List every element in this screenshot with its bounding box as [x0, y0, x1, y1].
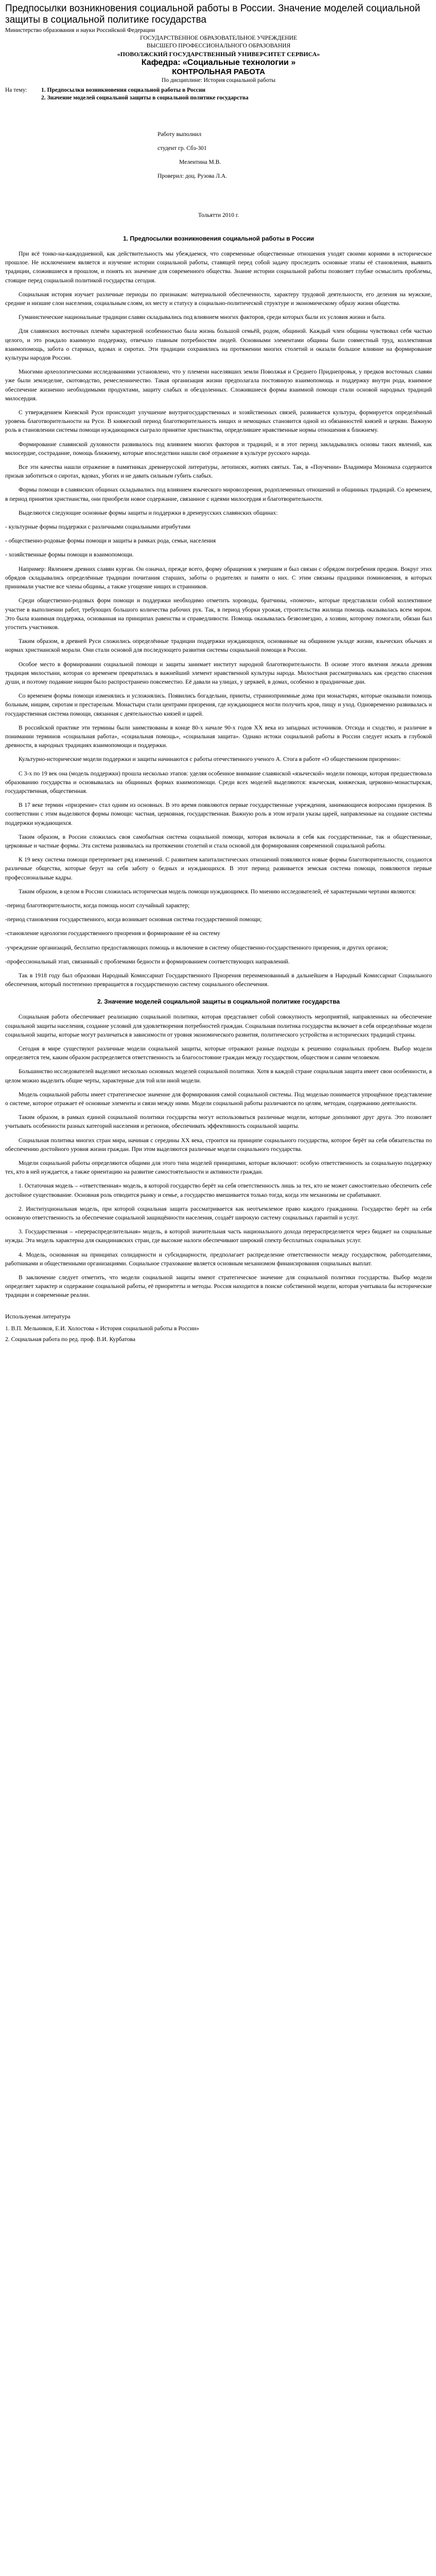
paragraph: Формирование славянской духовности развивалось под влиянием многих факторов и традиций, и в этот период закладывались основы таких явлений, как милосердие, сострадание, помощь ближнему, которые впоследствии нашли своё отражение в культуре русского народа. [5, 440, 432, 456]
paragraph: Гуманистические национальные традиции славян складывались под влиянием многих факторов, среди которых были их условия жизни и быта. [19, 314, 386, 321]
paragraph: С утверждением Киевской Руси происходит улучшение внутригосударственных и хозяйственных связей, развивается культура, формируется определённый уровень благотворительности на Руси. В княжеский период благотворительность нищих и немощных становится одной из обязанностей князей и церкви. Важную роль в становлении системы помощи нуждающимся сыграло принятие христианства, определившее нравственные нормы отношения к ближнему. [5, 409, 432, 434]
student-name: Мелентина М.В. [179, 159, 221, 165]
paragraph: 4. Модель, основанная на принципах солидарности и субсидиарности, предполагает распределение ответственности между государством, работодателями, работниками и общественными организациями. Социальное страхование является основным механизмом финансирования социальных выплат. [5, 1251, 432, 1267]
paragraph: Выделяются следующие основные формы защиты и поддержки в дренерусских славянских общинах: [19, 509, 278, 516]
literature-section [5, 1313, 432, 1344]
paragraph: Таким образом, в России сложилась своя самобытная система социальной помощи, которая включала в себя как государственные, так и общественные, церковные и частные формы. Эта система развивалась на протяжении столетий и стала основой для формирования современной социальной работы. [5, 833, 432, 849]
department-name: Кафедра: «Социальные технологии » [141, 58, 296, 67]
topic-1: 1. Предпосылки возникновения социальной работы в России [41, 87, 206, 93]
list-item: - культурные формы поддержки с различными социальными атрибутами [5, 523, 190, 531]
paragraph: Большинство исследователей выделяют несколько основных моделей социальной политики. Хотя в каждой стране социальная защита имеет свои особенности, в целом можно выделить общие черты, характерные для той или иной модели. [5, 1068, 432, 1084]
paragraph: Со временем формы помощи изменялись и усложнялись. Появились богадельни, приюты, странноприимные дома при монастырях, которые оказывали помощь больным, нищим, сиротам и престарелым. Монастыри стали центрами призрения, где нуждающиеся могли получить кров, пищу и уход. Одновременно развивалась и государственная система помощи, связанная с деятельностью князей и царей. [5, 692, 432, 717]
topic-row-2 [5, 94, 432, 102]
section-1-heading: 1. Предпосылки возникновения социальной работы в России [123, 235, 314, 242]
work-type-title: КОНТРОЛЬНАЯ РАБОТА [172, 67, 265, 76]
paragraph: Модели социальной работы определяются общими для этого типа моделей принципами, которые включают: особую ответственность за социальную поддержку тех, кто в ней нуждается, а также ориентацию на развитие самостоятельности и активности граждан. [5, 1160, 432, 1176]
paragraph: Модель социальной работы имеет стратегическое значение для формирования самой социальной системы. Под моделью понимается упрощённое представление о системе, которое отражает её основные элементы и связи между ними. Модели социальной работы различаются по целям, методам, содержанию деятельности. [5, 1091, 432, 1107]
paragraph: Среди общественно-родовых форм помощи и поддержки необходимо отметить хороводы, братчины, «помочи», которые представляли собой коллективное участие в выполнении работ, требующих большого количества рабочих рук. Так, в период уборки урожая, строительства жилища помощь оказывалась всем миром. Это была взаимная поддержка, основанная на принципах равенства и справедливости. Помощь оказывалась безвозмездно, а хозяин, которому помогали, обязан был угостить участников. [5, 597, 432, 631]
page-title: Предпосылки возникновения социальной работы в России. Значение моделей социальной защиты в социальной политике государства [5, 3, 421, 25]
paragraph: 2. Институциональная модель, при которой социальная защита рассматривается как неотъемлемое право каждого гражданина. Государство берёт на себя основную ответственность за обеспечение социальной защищённости населения, создаёт широкую систему социальных гарантий и услуг. [5, 1205, 432, 1222]
paragraph: Многими археологическими исследованиями установлено, что у племени населявших земли Поволжья и Среднего Приднепровья, у предков восточных славян уже были земледелие, скотоводство, ремесленничество. Такая организация жизни предполагала постоянную взаимопомощь и поддержку внутри рода, взаимное обеспечение жизненно необходимыми продуктами, защиту слабых и обездоленных. Сложившиеся формы взаимной помощи стали основой народных традиций милосердия. [5, 368, 432, 402]
literature-item: 2. Социальная работа по ред. проф. В.И. Курбатова [5, 1335, 135, 1343]
paragraph: К 19 веку система помощи претерпевает ряд изменений. С развитием капиталистических отношений появляются новые формы благотворительности, создаются различные общества, которые берут на себя заботу о бедных и нуждающихся. В этот период развивается земская система помощи, появляются первые профессиональные кадры. [5, 856, 432, 881]
topic-block [5, 87, 432, 102]
checked-by: Проверил: доц. Рузова Л.А. [158, 173, 227, 179]
paragraph: 1. Остаточная модель – «ответственная» модель, в которой государство берёт на себя ответственность лишь за тех, кто не может самостоятельно обеспечить себе достойное существование. Основная роль отводится рынку и семье, а государство вмешивается только тогда, когда эти механизмы не срабатывают. [5, 1182, 432, 1198]
paragraph: Социальная политика многих стран мира, начиная с середины XX века, строится на принципе социального государства, которое берёт на себя обязательства по обеспечению достойного уровня жизни граждан. При этом выделяются различные модели социального государства. [5, 1137, 432, 1153]
literature-item: 1. В.П. Мельников, Е.И. Холостова « История социальной работы в России» [5, 1325, 200, 1332]
paragraph: С 3-х по 19 век она (модель поддержки) прошла несколько этапов: уделяя особенное внимание славянской «языческой» модели помощи, которая предшествовала образованию государства и основывалась на общинных формах взаимопомощи. Среди всех моделей выделяются: языческая, княжеская, церковно-монастырская, государственная, общественная. [5, 770, 432, 794]
list-item: -профессиональный этап, связанный с проблемами бедности и формированием соответствующих направлений. [5, 958, 290, 965]
section-2 [5, 998, 432, 1299]
list-item: -период становления государственного, когда возникает основная система государственной помощи; [5, 916, 262, 923]
education-level-line: ВЫСШЕГО ПРОФЕССИОНАЛЬНОГО ОБРАЗОВАНИЯ [146, 43, 291, 49]
paragraph: Социальная история изучает различные периоды по признакам: материальной обеспеченности, характеру трудовой деятельности, его деления на мужские, средние и низшие слои населения, социальным слоям, их месту и статусу в социально-политической структуре и экономическому образу жизни общества. [5, 291, 432, 307]
paragraph: При всё тонко-на-каждодневной, как действительность мы убеждаемся, что современные общественные отношения уходят своими корнями в историческое прошлое. Не исключением является и изучение истории социальной работы, ставящей перед собой задачу проследить основные этапы её становления, выявить традиции, сложившиеся в прошлом, и понять их значение для современного общества. Знание истории социальной работы позволяет глубже осмыслить проблемы, стоящие перед социальной политикой государства сегодня. [5, 250, 432, 284]
done-by: Работу выполнил [158, 131, 202, 138]
paragraph: Все эти качества нашли отражение в памятниках древнерусской литературы, летописях, житиях святых. Так, в «Поучении» Владимира Мономаха содержится призыв заботиться о сиротах, вдовах, убогих и не давать сильным губить слабых. [5, 464, 432, 480]
discipline-line: По дисциплине: История социальной работы [161, 77, 276, 83]
paragraph: Сегодня в мире существуют различные модели социальной защиты, которые отражают разные подходы к решению социальных проблем. Выбор модели определяется тем, каким образом распределяется ответственность за благосостояние граждан между государством, обществом и самим человеком. [5, 1045, 432, 1061]
ministry-line: Министерство образования и науки Российской Федерации [5, 27, 155, 33]
list-item: - общественно-родовые формы помощи и защиты в рамках рода, семьи, населения [5, 537, 216, 545]
paragraph: В 17 веке термин «призрение» стал одним из основных. В это время появляются первые государственные учреждения, занимающиеся вопросами призрения. В соответствии с этим выделяются формы помощи: частная, церковная, государственная. Важную роль в этом играли указы царей, направленные на создание системы поддержки нуждающихся. [5, 802, 432, 826]
student-group: студент гр. Сбз-301 [158, 145, 207, 151]
paragraph: Таким образом, в древней Руси сложились определённые традиции поддержки нуждающихся, основанные на общинном укладе жизни, языческих обычаях и нормах христианской морали. Они стали основой для последующего развития системы социальной помощи в России. [5, 638, 432, 654]
literature-title: Используемая литература [5, 1313, 71, 1320]
paragraph: Формы помощи в славянских общинах складывались под влиянием языческого мировоззрения, родоплеменных отношений и общинных традиций. Со временем, в период принятия христианства, они приобрели новое содержание, связанное с идеями милосердия и благотворительности. [5, 486, 432, 502]
paragraph: Так в 1918 году был образован Народный Комиссариат Государственного Призрения переименованный в дальнейшем в Народный Комиссариат Социального обеспечения, который постепенно превращается в государственную систему социального обеспечения. [5, 972, 432, 988]
section-1 [5, 235, 432, 989]
paragraph: Таким образом, в рамках единой социальной политики государства могут использоваться различные модели, которые дополняют друг друга. Это позволяет учитывать особенности разных категорий населения и регионов, обеспечивать эффективность социальной защиты. [5, 1114, 432, 1130]
section-2-heading: 2. Значение моделей социальной защиты в социальной политике государства [97, 998, 340, 1006]
list-item: -становление идеологии государственного призрения и формирование её на систему [5, 930, 220, 937]
paragraph: Например: Явлением древних славян курган. Он означал, прежде всего, форму обращения к умершим и был связан с обрядом погребения предков. Вокруг этих обрядов складывались определённые традиции почитания старших, заботы о родителях и памяти о них. С этим связаны праздники поминовения, в которых принимали участие все члены общины, а также угощение нищих и странников. [5, 565, 432, 590]
university-name: «ПОВОЛЖСКИЙ ГОСУДАРСТВЕННЫЙ УНИВЕРСИТЕТ СЕРВИСА» [117, 50, 320, 58]
topic-2: 2. Значение моделей социальной защиты в социальной политике государства [41, 95, 249, 101]
paragraph: В российской практике эти термины были заимствованы в конце 80-х начале 90-х годов XX века из западных источников. Отсюда и сходство, и различие в понимании терминов «социальная работа», «социальная помощь», «социальная защита». Однако истоки социальной работы в России следует искать в глубокой древности, в народных традициях взаимопомощи и поддержки. [5, 724, 432, 749]
paragraph: Для славянских восточных племён характерной особенностью была жизнь большой семьёй, родом, общиной. Каждый член общины чувствовал себя частью целого, и это рождало взаимную поддержку, отвечало главным потребностям людей. Основными элементами общины были совместный труд, коллективная взаимопомощь, забота о стариках, вдовах и сиротах. Эти традиции сохранялись на протяжении многих столетий и оказали большое влияние на формирование культуры народов России. [5, 328, 432, 362]
paragraph: Культурно-исторические модели поддержки и защиты начинаются с работы отечественного ученого А. Стога в работе «О общественном призрении»: [19, 756, 401, 763]
topic-label: На тему: [5, 87, 27, 93]
signature-block [158, 130, 432, 181]
topic-row-1 [5, 87, 432, 94]
list-item: -период благотворительности, когда помощь носит случайный характер; [5, 902, 190, 909]
paragraph: Таким образом, в целом в России сложилась историческая модель помощи нуждающимся. По мнению исследователей, её характерными чертами являются: [19, 888, 416, 895]
title-page [5, 27, 432, 218]
city-year: Тольятти 2010 г. [198, 212, 239, 218]
paragraph: В заключение следует отметить, что модели социальной защиты имеют стратегическое значение для социальной политики государства. Выбор модели определяет характер и содержание социальной работы, её приоритеты и методы. Россия находится в поиске собственной модели, которая учитывала бы исторические традиции и современные реалии. [5, 1274, 432, 1299]
paragraph: Особое место в формировании социальной помощи и защиты занимает институт народной благотворительности. В основе этого явления лежала древняя традиция милостыни, которая со временем превратилась в важнейший элемент нравственной культуры народа. Милостыня рассматривалась как средство спасения души, и поэтому подаяние нищим было распространено повсеместно. Её давали на улицах, у церквей, в домах, особенно в праздничные дни. [5, 660, 432, 685]
list-item: - хозяйственные формы помощи и взаимопомощи. [5, 551, 134, 558]
paragraph: 3. Государственная – «перераспределительная» модель, в которой значительная часть национального дохода перераспределяется через бюджет на социальные нужды. Эта модель характерна для скандинавских стран, где высокие налоги обеспечивают широкий спектр бесплатных социальных услуг. [5, 1228, 432, 1244]
institution-type-line: ГОСУДАРСТВЕННОЕ ОБРАЗОВАТЕЛЬНОЕ УЧРЕЖДЕНИЕ [139, 35, 297, 41]
list-item: -учреждение организаций, бесплатно предоставляющих помощь и включение в систему общественно-государственного призрения, и других органов; [5, 944, 388, 951]
paragraph: Социальная работа обеспечивает реализацию социальной политики, которая представляет собой совокупность мероприятий, направленных на обеспечение социальной защиты населения, создание условий для удовлетворения потребностей граждан. Социальная политика государства включает в себя определённые модели социальной защиты, которые могут различаться в зависимости от уровня экономического развития, политического устройства и исторических традиций страны. [5, 1013, 432, 1038]
